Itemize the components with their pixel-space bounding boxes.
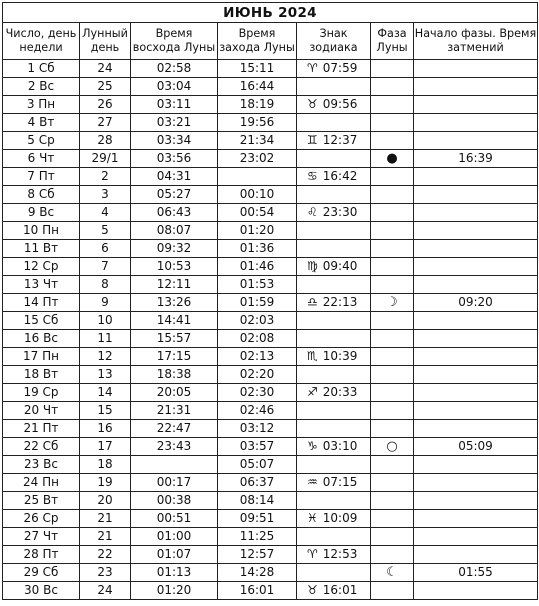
cell-lunar-day: 27 (80, 114, 131, 132)
cell-phase (371, 546, 414, 564)
table-row (3, 510, 538, 528)
cell-moonset: 03:12 (218, 420, 297, 438)
cell-moonset: 02:20 (218, 366, 297, 384)
cell-moonset: 14:28 (218, 564, 297, 582)
cell-moonrise: 09:32 (131, 240, 218, 258)
cell-lunar-day: 15 (80, 402, 131, 420)
cell-moonset: 02:30 (218, 384, 297, 402)
cell-zodiac (297, 132, 371, 150)
cell-day: 13 Чт (3, 276, 80, 294)
zodiac-sign-icon: ♊ (307, 133, 318, 147)
cell-zodiac (297, 168, 371, 186)
table-row (3, 492, 538, 510)
cell-day: 3 Пн (3, 96, 80, 114)
cell-moonset: 02:46 (218, 402, 297, 420)
cell-day: 1 Сб (3, 60, 80, 78)
cell-lunar-day: 14 (80, 384, 131, 402)
table-row (3, 60, 538, 78)
cell-lunar-day: 21 (80, 528, 131, 546)
cell-moonset: 15:11 (218, 60, 297, 78)
cell-moonrise: 08:07 (131, 222, 218, 240)
table-row (3, 168, 538, 186)
cell-day: 20 Чт (3, 402, 80, 420)
table-row (3, 78, 538, 96)
cell-phase (371, 438, 414, 456)
cell-phase-start (414, 348, 538, 366)
cell-phase (371, 366, 414, 384)
cell-moonrise: 04:31 (131, 168, 218, 186)
cell-lunar-day: 26 (80, 96, 131, 114)
cell-moonrise: 18:38 (131, 366, 218, 384)
table-row (3, 258, 538, 276)
cell-lunar-day: 8 (80, 276, 131, 294)
cell-phase (371, 60, 414, 78)
table-row (3, 564, 538, 582)
cell-moonrise: 13:26 (131, 294, 218, 312)
table-row (3, 150, 538, 168)
cell-phase (371, 114, 414, 132)
cell-zodiac (297, 348, 371, 366)
cell-moonrise: 01:07 (131, 546, 218, 564)
cell-moonset: 01:53 (218, 276, 297, 294)
cell-lunar-day: 13 (80, 366, 131, 384)
cell-zodiac (297, 276, 371, 294)
cell-moonrise: 21:31 (131, 402, 218, 420)
cell-phase (371, 564, 414, 582)
cell-day: 30 Вс (3, 582, 80, 600)
table-row (3, 402, 538, 420)
zodiac-sign-icon: ♈ (307, 547, 318, 561)
header-day: Число, день недели (3, 23, 80, 60)
cell-moonrise (131, 456, 218, 474)
cell-moonset: 01:20 (218, 222, 297, 240)
cell-lunar-day: 18 (80, 456, 131, 474)
cell-moonrise: 01:20 (131, 582, 218, 600)
zodiac-time: 07:15 (322, 475, 358, 489)
cell-moonset: 23:02 (218, 150, 297, 168)
cell-lunar-day: 29/1 (80, 150, 131, 168)
moon-phase-icon: ● (386, 151, 398, 166)
cell-day: 15 Сб (3, 312, 80, 330)
cell-day: 7 Пт (3, 168, 80, 186)
cell-phase-start (414, 528, 538, 546)
cell-day: 24 Пн (3, 474, 80, 492)
cell-phase (371, 348, 414, 366)
cell-phase-start (414, 510, 538, 528)
cell-moonrise: 05:27 (131, 186, 218, 204)
cell-phase (371, 150, 414, 168)
moon-phase-icon: ☾ (386, 565, 398, 580)
table-row (3, 456, 538, 474)
table-row (3, 96, 538, 114)
cell-moonset: 01:59 (218, 294, 297, 312)
cell-moonrise: 23:43 (131, 438, 218, 456)
cell-moonset: 02:03 (218, 312, 297, 330)
table-row (3, 384, 538, 402)
cell-zodiac (297, 564, 371, 582)
cell-day: 6 Чт (3, 150, 80, 168)
cell-moonrise: 01:00 (131, 528, 218, 546)
cell-day: 17 Пн (3, 348, 80, 366)
cell-zodiac (297, 402, 371, 420)
cell-day: 5 Ср (3, 132, 80, 150)
moon-calendar (2, 2, 537, 600)
cell-day: 16 Вс (3, 330, 80, 348)
cell-day: 8 Сб (3, 186, 80, 204)
cell-moonrise: 00:17 (131, 474, 218, 492)
cell-zodiac (297, 438, 371, 456)
table-body (3, 60, 538, 600)
moon-phase-icon: ☽ (386, 295, 398, 310)
cell-moonrise: 03:34 (131, 132, 218, 150)
zodiac-time: 20:33 (322, 385, 358, 399)
cell-zodiac (297, 186, 371, 204)
cell-phase-start: 09:20 (414, 294, 538, 312)
cell-moonrise: 03:21 (131, 114, 218, 132)
table-row (3, 312, 538, 330)
cell-zodiac (297, 474, 371, 492)
cell-moonset: 06:37 (218, 474, 297, 492)
table-row (3, 114, 538, 132)
cell-zodiac (297, 420, 371, 438)
cell-lunar-day: 24 (80, 582, 131, 600)
zodiac-sign-icon: ♒ (307, 475, 318, 489)
cell-day: 22 Сб (3, 438, 80, 456)
table-row (3, 330, 538, 348)
cell-phase-start (414, 402, 538, 420)
zodiac-sign-icon: ♓ (307, 511, 318, 525)
cell-moonset: 01:46 (218, 258, 297, 276)
cell-phase-start (414, 114, 538, 132)
cell-phase (371, 402, 414, 420)
zodiac-sign-icon: ♎ (307, 295, 318, 309)
cell-phase (371, 78, 414, 96)
cell-zodiac (297, 258, 371, 276)
cell-lunar-day: 5 (80, 222, 131, 240)
cell-phase-start (414, 384, 538, 402)
cell-zodiac (297, 456, 371, 474)
cell-moonrise: 14:41 (131, 312, 218, 330)
cell-phase (371, 420, 414, 438)
zodiac-time: 16:42 (322, 169, 358, 183)
zodiac-time: 23:30 (322, 205, 358, 219)
cell-phase (371, 96, 414, 114)
header-zodiac: Знак зодиака (297, 23, 371, 60)
cell-day: 23 Вс (3, 456, 80, 474)
cell-moonset: 05:07 (218, 456, 297, 474)
cell-day: 4 Вт (3, 114, 80, 132)
cell-day: 28 Пт (3, 546, 80, 564)
cell-zodiac (297, 366, 371, 384)
header-phase-start: Начало фазы. Время затмений (414, 23, 538, 60)
table-row (3, 546, 538, 564)
cell-phase (371, 384, 414, 402)
moon-phase-icon: ○ (386, 439, 398, 454)
cell-zodiac (297, 546, 371, 564)
zodiac-time: 09:56 (322, 97, 358, 111)
table-row (3, 294, 538, 312)
cell-zodiac (297, 528, 371, 546)
zodiac-time: 22:13 (322, 295, 358, 309)
cell-moonset: 18:19 (218, 96, 297, 114)
cell-lunar-day: 19 (80, 474, 131, 492)
cell-zodiac (297, 114, 371, 132)
cell-moonrise: 03:56 (131, 150, 218, 168)
zodiac-sign-icon: ♑ (307, 439, 318, 453)
cell-phase-start (414, 312, 538, 330)
cell-moonset: 09:51 (218, 510, 297, 528)
zodiac-time: 09:40 (322, 259, 358, 273)
cell-moonrise: 06:43 (131, 204, 218, 222)
cell-phase-start (414, 60, 538, 78)
cell-lunar-day: 3 (80, 186, 131, 204)
cell-lunar-day: 17 (80, 438, 131, 456)
cell-phase-start (414, 582, 538, 600)
zodiac-sign-icon: ♌ (307, 205, 318, 219)
cell-moonset: 02:08 (218, 330, 297, 348)
cell-day: 11 Вт (3, 240, 80, 258)
zodiac-time: 12:37 (322, 133, 358, 147)
cell-lunar-day: 20 (80, 492, 131, 510)
cell-zodiac (297, 582, 371, 600)
cell-lunar-day: 28 (80, 132, 131, 150)
cell-phase (371, 474, 414, 492)
cell-phase (371, 240, 414, 258)
cell-phase-start (414, 78, 538, 96)
cell-moonset: 21:34 (218, 132, 297, 150)
cell-lunar-day: 22 (80, 546, 131, 564)
cell-moonset: 16:44 (218, 78, 297, 96)
cell-lunar-day: 7 (80, 258, 131, 276)
cell-phase (371, 312, 414, 330)
header-phase: Фаза Луны (371, 23, 414, 60)
cell-phase (371, 186, 414, 204)
cell-zodiac (297, 510, 371, 528)
cell-phase-start: 05:09 (414, 438, 538, 456)
zodiac-time: 10:09 (322, 511, 358, 525)
cell-day: 14 Пт (3, 294, 80, 312)
zodiac-sign-icon: ♍ (307, 259, 318, 273)
cell-phase (371, 456, 414, 474)
cell-phase-start (414, 366, 538, 384)
cell-moonrise: 15:57 (131, 330, 218, 348)
cell-day: 27 Чт (3, 528, 80, 546)
cell-phase-start (414, 222, 538, 240)
cell-zodiac (297, 96, 371, 114)
cell-day: 26 Ср (3, 510, 80, 528)
cell-moonset: 02:13 (218, 348, 297, 366)
cell-phase-start (414, 240, 538, 258)
table-row (3, 348, 538, 366)
zodiac-time: 03:10 (322, 439, 358, 453)
cell-lunar-day: 10 (80, 312, 131, 330)
cell-lunar-day: 6 (80, 240, 131, 258)
cell-zodiac (297, 222, 371, 240)
cell-phase-start (414, 96, 538, 114)
cell-phase (371, 258, 414, 276)
cell-lunar-day: 24 (80, 60, 131, 78)
cell-moonrise: 03:04 (131, 78, 218, 96)
cell-phase (371, 168, 414, 186)
table-row (3, 222, 538, 240)
cell-day: 18 Вт (3, 366, 80, 384)
cell-moonrise: 00:38 (131, 492, 218, 510)
header-lunar-day: Лунный день (80, 23, 131, 60)
cell-phase-start (414, 204, 538, 222)
table-row (3, 132, 538, 150)
cell-phase-start (414, 258, 538, 276)
cell-zodiac (297, 150, 371, 168)
header-row (3, 23, 538, 60)
zodiac-time: 10:39 (322, 349, 358, 363)
zodiac-sign-icon: ♏ (307, 349, 318, 363)
page-title: ИЮНЬ 2024 (3, 3, 538, 23)
cell-zodiac (297, 240, 371, 258)
zodiac-sign-icon: ♉ (307, 583, 318, 597)
table-row (3, 276, 538, 294)
cell-moonset: 16:01 (218, 582, 297, 600)
cell-phase-start (414, 456, 538, 474)
zodiac-time: 07:59 (322, 61, 358, 75)
cell-lunar-day: 4 (80, 204, 131, 222)
cell-zodiac (297, 492, 371, 510)
cell-phase-start (414, 474, 538, 492)
cell-phase (371, 528, 414, 546)
cell-zodiac (297, 384, 371, 402)
cell-moonrise: 17:15 (131, 348, 218, 366)
cell-moonrise: 00:51 (131, 510, 218, 528)
cell-moonrise: 22:47 (131, 420, 218, 438)
cell-phase (371, 132, 414, 150)
moon-calendar-table (2, 2, 538, 600)
cell-moonrise: 20:05 (131, 384, 218, 402)
cell-phase (371, 330, 414, 348)
cell-day: 2 Вс (3, 78, 80, 96)
cell-moonset: 01:36 (218, 240, 297, 258)
cell-zodiac (297, 294, 371, 312)
cell-phase-start (414, 330, 538, 348)
cell-moonrise: 01:13 (131, 564, 218, 582)
table-row (3, 204, 538, 222)
cell-day: 12 Ср (3, 258, 80, 276)
table-row (3, 474, 538, 492)
cell-phase-start (414, 168, 538, 186)
table-row (3, 528, 538, 546)
cell-phase-start: 16:39 (414, 150, 538, 168)
cell-day: 29 Сб (3, 564, 80, 582)
header-moonrise: Время восхода Луны (131, 23, 218, 60)
cell-phase (371, 276, 414, 294)
cell-day: 21 Пт (3, 420, 80, 438)
cell-phase (371, 294, 414, 312)
cell-moonset: 19:56 (218, 114, 297, 132)
cell-phase-start (414, 420, 538, 438)
cell-moonrise: 12:11 (131, 276, 218, 294)
cell-moonset: 00:54 (218, 204, 297, 222)
cell-moonset: 11:25 (218, 528, 297, 546)
cell-phase (371, 222, 414, 240)
cell-moonset: 12:57 (218, 546, 297, 564)
cell-moonrise: 02:58 (131, 60, 218, 78)
table-row (3, 366, 538, 384)
cell-moonrise: 03:11 (131, 96, 218, 114)
zodiac-sign-icon: ♐ (307, 385, 318, 399)
cell-lunar-day: 9 (80, 294, 131, 312)
cell-zodiac (297, 330, 371, 348)
cell-lunar-day: 23 (80, 564, 131, 582)
zodiac-time: 16:01 (322, 583, 358, 597)
header-moonset: Время захода Луны (218, 23, 297, 60)
cell-lunar-day: 25 (80, 78, 131, 96)
cell-lunar-day: 2 (80, 168, 131, 186)
cell-moonset (218, 168, 297, 186)
cell-phase (371, 510, 414, 528)
cell-phase (371, 582, 414, 600)
cell-moonset: 08:14 (218, 492, 297, 510)
cell-zodiac (297, 60, 371, 78)
cell-lunar-day: 16 (80, 420, 131, 438)
cell-phase-start (414, 492, 538, 510)
table-row (3, 420, 538, 438)
cell-zodiac (297, 78, 371, 96)
table-row (3, 582, 538, 600)
cell-phase-start (414, 546, 538, 564)
cell-lunar-day: 12 (80, 348, 131, 366)
cell-phase-start: 01:55 (414, 564, 538, 582)
cell-day: 9 Вс (3, 204, 80, 222)
cell-day: 10 Пн (3, 222, 80, 240)
table-row (3, 186, 538, 204)
cell-phase-start (414, 186, 538, 204)
cell-moonrise: 10:53 (131, 258, 218, 276)
cell-moonset: 03:57 (218, 438, 297, 456)
zodiac-sign-icon: ♋ (307, 169, 318, 183)
zodiac-sign-icon: ♉ (307, 97, 318, 111)
cell-zodiac (297, 312, 371, 330)
cell-zodiac (297, 204, 371, 222)
cell-phase-start (414, 276, 538, 294)
cell-phase (371, 204, 414, 222)
cell-phase-start (414, 132, 538, 150)
cell-moonset: 00:10 (218, 186, 297, 204)
cell-lunar-day: 11 (80, 330, 131, 348)
cell-day: 25 Вт (3, 492, 80, 510)
cell-day: 19 Ср (3, 384, 80, 402)
cell-phase (371, 492, 414, 510)
cell-lunar-day: 21 (80, 510, 131, 528)
zodiac-sign-icon: ♈ (307, 61, 318, 75)
table-row (3, 438, 538, 456)
zodiac-time: 12:53 (322, 547, 358, 561)
table-row (3, 240, 538, 258)
